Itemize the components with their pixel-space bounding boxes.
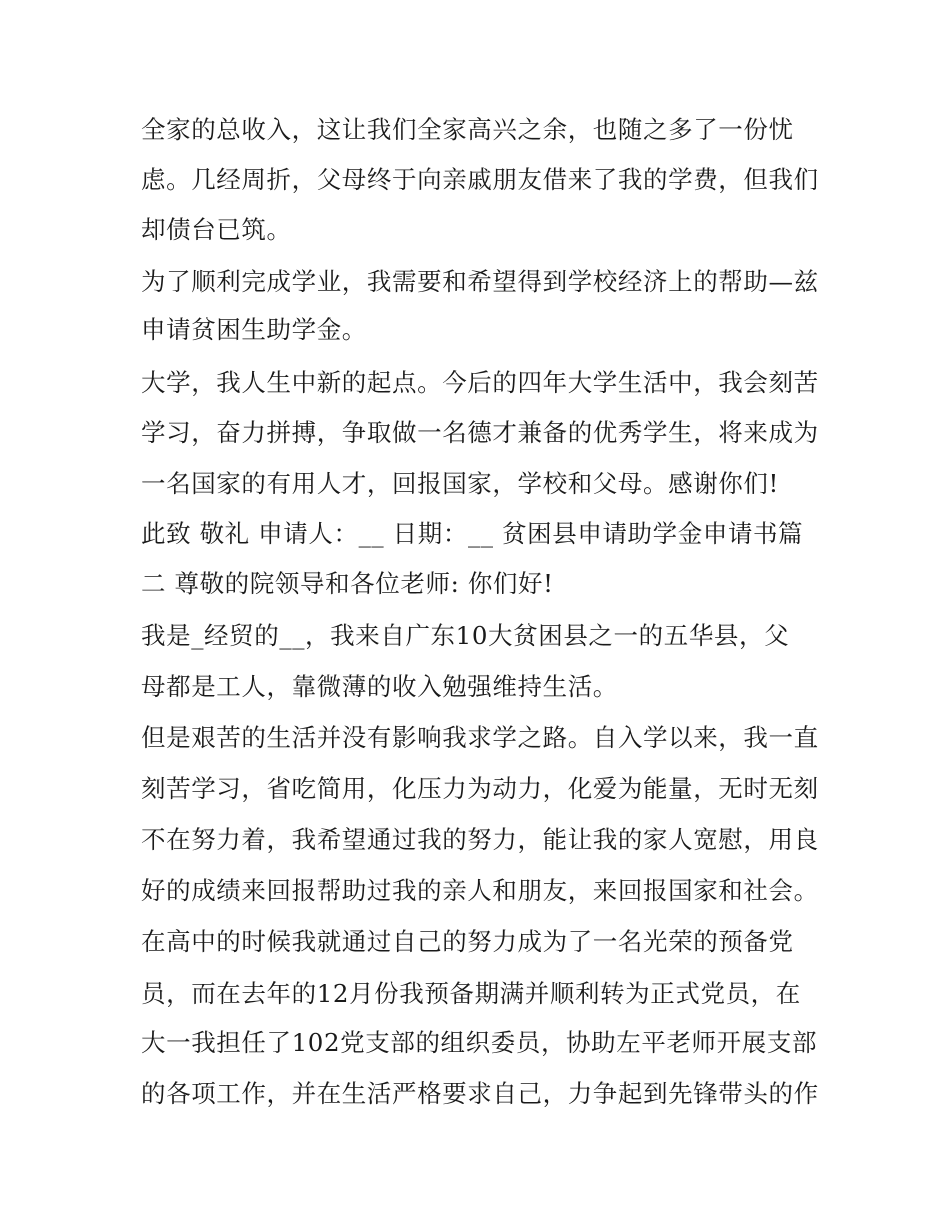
paragraph-line: 却债台已筑。 xyxy=(141,215,292,244)
paragraph-line: 为了顺利完成学业，我需要和希望得到学校经济上的帮助—兹 xyxy=(141,267,819,296)
paragraph-line: 好的成绩来回报帮助过我的亲人和朋友，来回报国家和社会。 xyxy=(141,876,819,905)
paragraph-line: 不在努力着，我希望通过我的努力，能让我的家人宽慰，用良 xyxy=(141,825,819,854)
paragraph-line: 我是_经贸的__，我来自广东10大贫困县之一的五华县，父 xyxy=(141,621,790,650)
paragraph-line: 大一我担任了102党支部的组织委员，协助左平老师开展支部 xyxy=(141,1028,818,1057)
paragraph-line: 员，而在去年的12月份我预备期满并顺利转为正式党员，在 xyxy=(141,979,801,1008)
paragraph-line: 大学，我人生中新的起点。今后的四年大学生活中，我会刻苦 xyxy=(141,368,819,397)
paragraph-line: 在高中的时候我就通过自己的努力成为了一名光荣的预备党 xyxy=(141,927,794,956)
paragraph-line: 二 尊敬的院领导和各位老师: 你们好! xyxy=(141,569,554,598)
paragraph-line: 此致 敬礼 申请人：__ 日期：__ 贫困县申请助学金申请书篇 xyxy=(141,519,804,548)
paragraph-line: 申请贫困生助学金。 xyxy=(141,315,367,344)
paragraph-line: 虑。几经周折，父母终于向亲戚朋友借来了我的学费，但我们 xyxy=(141,165,819,194)
paragraph-line: 但是艰苦的生活并没有影响我求学之路。自入学以来，我一直 xyxy=(141,723,819,752)
paragraph-line: 刻苦学习，省吃简用，化压力为动力，化爱为能量，无时无刻 xyxy=(141,774,819,803)
paragraph-line: 全家的总收入，这让我们全家高兴之余，也随之多了一份忧 xyxy=(141,115,794,144)
paragraph-line: 的各项工作，并在生活严格要求自己，力争起到先锋带头的作 xyxy=(141,1079,819,1108)
paragraph-line: 学习，奋力拼搏，争取做一名德才兼备的优秀学生，将来成为 xyxy=(141,418,819,447)
paragraph-line: 一名国家的有用人才，回报国家，学校和父母。感谢你们! xyxy=(141,469,779,498)
paragraph-line: 母都是工人，靠微薄的收入勉强维持生活。 xyxy=(141,672,618,701)
